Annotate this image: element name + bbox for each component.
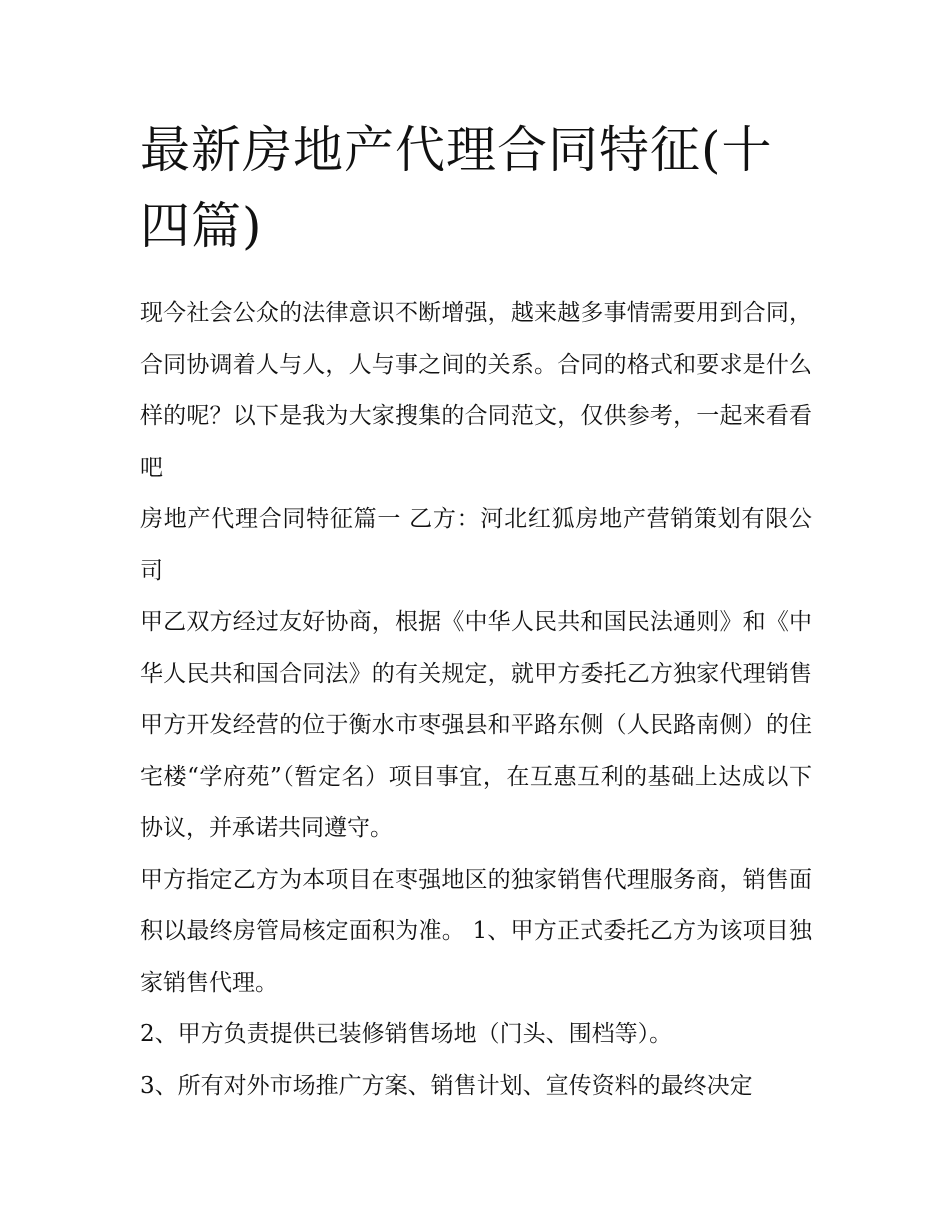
appointment-paragraph: 甲方指定乙方为本项目在枣强地区的独家销售代理服务商，销售面积以最终房管局核定面积为准。 1、甲方正式委托乙方为该项目独家销售代理。 (140, 866, 812, 996)
intro-paragraph: 现今社会公众的法律意识不断增强，越来越多事情需要用到合同，合同协调着人与人，人与事之间的关系。合同的格式和要求是什么样的呢？以下是我为大家搜集的合同范文，仅供参考，一起来看看吧 (140, 300, 812, 481)
clause-2-paragraph: 2、甲方负责提供已装修销售场地（门头、围档等）。 (140, 1021, 673, 1047)
section-heading-paragraph: 房地产代理合同特征篇一 乙方：河北红狐房地产营销策划有限公司 (140, 506, 812, 584)
clause-3-paragraph: 3、所有对外市场推广方案、销售计划、宣传资料的最终决定 (140, 1072, 753, 1099)
document-page (140, 112, 812, 1112)
agreement-paragraph: 甲乙双方经过友好协商，根据《中华人民共和国民法通则》和《中华人民共和国合同法》的有关规定，就甲方委托乙方独家代理销售甲方开发经营的位于衡水市枣强县和平路东侧（人民路南侧）的住宅楼“学府苑”（暂定名）项目事宜，在互惠互利的基础上达成以下协议，并承诺共同遵守。 (140, 609, 812, 841)
document-title: 最新房地产代理合同特征(十四篇) (140, 121, 773, 255)
